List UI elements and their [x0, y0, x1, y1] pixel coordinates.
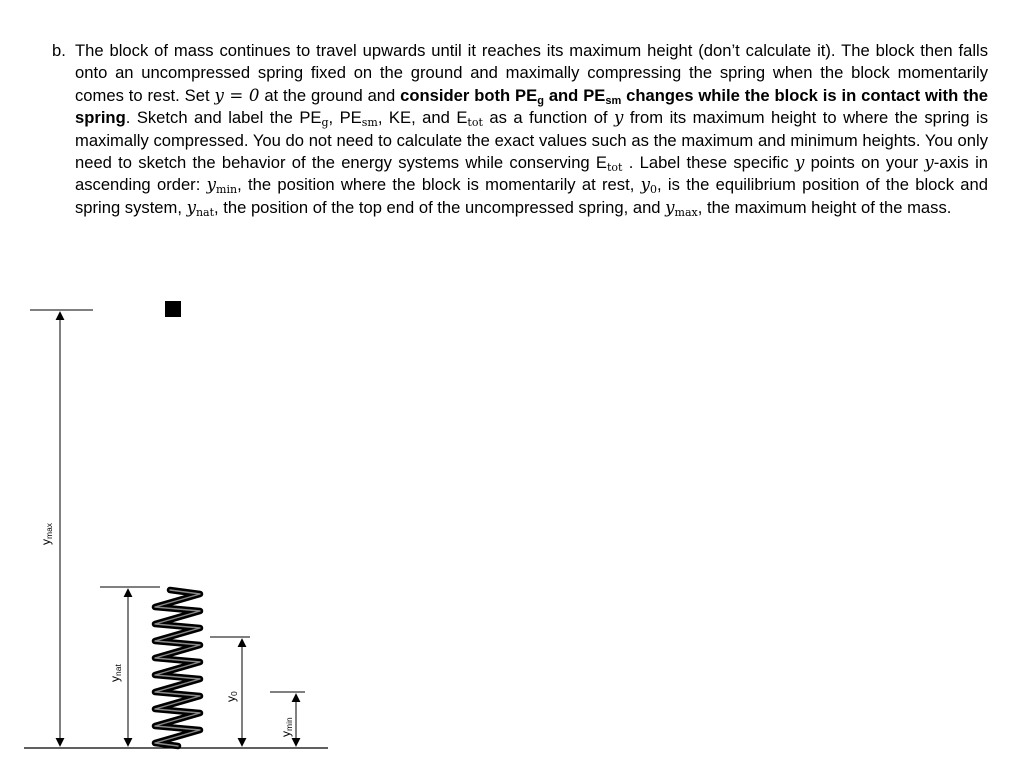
bold-instruction: consider both $PE_g$ and $PE_{sm}$ changes while the block is in contact with the spring — [75, 85, 988, 128]
text-segment: . Label these specific — [622, 153, 795, 173]
ymin-label: ymin — [279, 717, 294, 737]
math-y: y — [614, 108, 624, 128]
math-ymax: y — [665, 197, 675, 217]
math-ynat: y — [186, 197, 196, 217]
math-y: y — [924, 153, 934, 173]
text-segment: , the position where the block is momentarily at rest, — [237, 175, 641, 195]
ynat-label: ynat — [108, 664, 123, 682]
math-ymin: y — [206, 175, 217, 195]
block-mass — [165, 301, 181, 317]
text-segment: points on your — [804, 153, 925, 173]
math-y-equals-zero: y = 0 — [214, 85, 260, 105]
problem-text: The block of mass continues to travel upwards until it reaches its maximum height (don’t calculate it). The block then falls onto an uncompressed spring fixed on the ground and maximally compressing the spring when the block momentarily comes to rest. Set y = 0 at the ground and consider both $PE_g$ and $PE_{sm}$ changes while the block is in contact with the spring. Sketch and label the PEg, PEsm, KE, and Etot as a function of y from its maximum height to where the spring is maximally compressed. You do not need to calculate the exact values such as the maximum and minimum heights. You only need to sketch the behavior of the energy systems while conserving Etot . Label these specific y points on your y-axis in ascending order: ymin, the position where the block is momentarily at rest, y0, is the equilibrium position of the block and spring system, ynat, the position of the top end of the uncompressed spring, and ymax, the maximum height of the mass. — [75, 41, 988, 219]
y0-label: y0 — [224, 691, 239, 702]
ymax-label: ymax — [39, 522, 54, 545]
text-segment: , the position of the top end of the uncompressed spring, and — [214, 197, 666, 217]
text-segment: as a function of — [482, 108, 615, 128]
spring-icon — [155, 590, 200, 746]
problem-label: b. — [52, 41, 66, 60]
text-segment: from its maximum height to where the spring is maximally compressed. You do not need to calculate the exact values such as the maximum and minimum heights. You only need to sketch the behavior of the energy systems while conserving E — [75, 108, 988, 173]
math-y0: y — [640, 175, 650, 195]
text-segment: , is the equilibrium position of the block and spring system, — [75, 175, 988, 217]
text-segment: at the ground and — [259, 85, 401, 105]
text-segment: . Sketch and label the PE — [125, 108, 322, 128]
text-segment: The block of mass continues to travel upwards until it reaches its maximum height (don’t calculate it). The block then falls onto an uncompressed spring fixed on the ground and maximally compressing the spring when the block momentarily comes to rest. Set — [75, 41, 988, 105]
text-segment: , PE — [328, 108, 362, 128]
math-y: y — [794, 153, 805, 173]
text-segment: , the maximum height of the mass. — [697, 197, 952, 217]
text-segment: -axis in ascending order: — [75, 153, 988, 195]
text-segment: , KE, and E — [377, 108, 468, 128]
